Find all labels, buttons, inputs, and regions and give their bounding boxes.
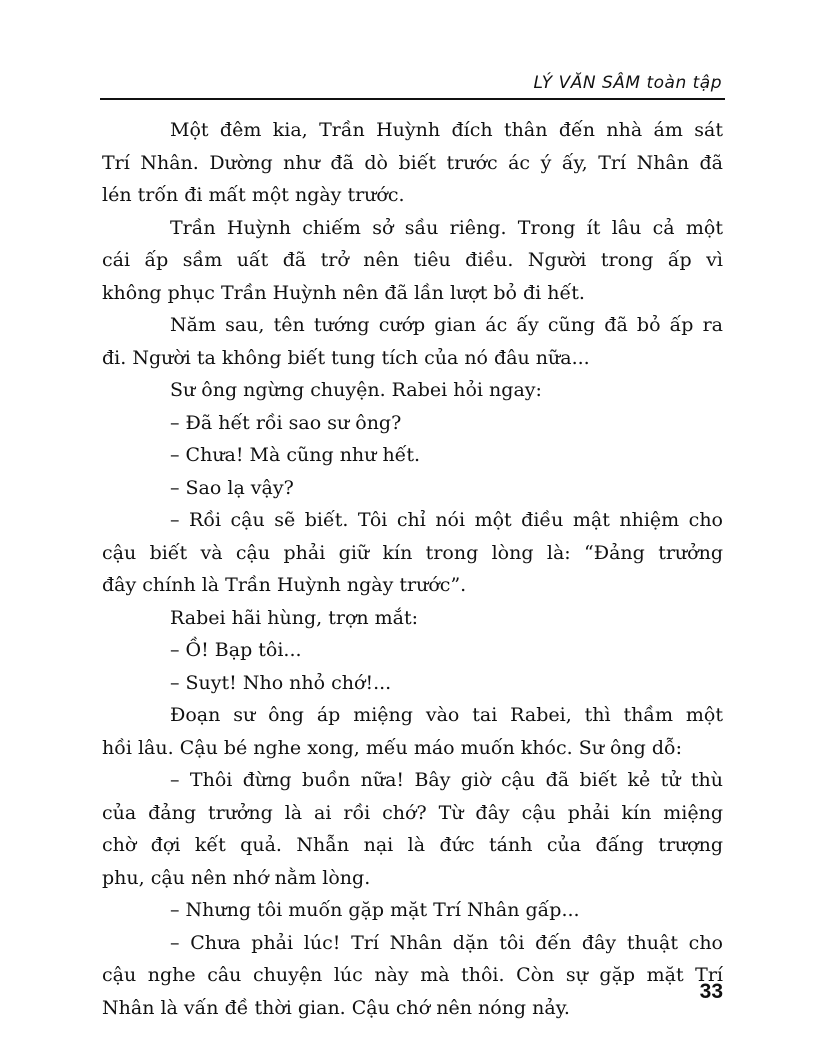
text-line: không phục Trần Huỳnh nên đã lần lượt bỏ đi hết. [102,281,585,304]
text-line: – Thôi đừng buồn nữa! Bây giờ cậu đã biết kẻ tử thù [170,769,723,791]
paragraph [102,504,723,602]
text-line: Đoạn sư ông áp miệng vào tai Rabei, thì thầm một [170,704,723,726]
text-line: – Chưa! Mà cũng như hết. [170,444,421,466]
text-line: đi. Người ta không biết tung tích của nó đâu nữa... [102,346,590,369]
text-line: – Suyt! Nho nhỏ chớ!... [170,671,392,694]
book-title: LÝ VĂN SÂM toàn tập [533,73,722,93]
text-line: chờ đợi kết quả. Nhẫn nại là đức tánh của đấng trượng [102,834,723,856]
text-line: – Ồ! Bạp tôi... [170,639,302,661]
paragraph [102,764,723,894]
paragraph [102,667,723,700]
text-line: Sư ông ngừng chuyện. Rabei hỏi ngay: [170,379,542,401]
text-line: Nhân là vấn đề thời gian. Cậu chớ nên nóng nảy. [102,996,570,1019]
text-line: hồi lâu. Cậu bé nghe xong, mếu máo muốn khóc. Sư ông dỗ: [102,736,683,759]
text-line: cái ấp sầm uất đã trở nên tiêu điều. Người trong ấp vì [102,249,723,271]
text-line: – Chưa phải lúc! Trí Nhân dặn tôi đến đây thuật cho [170,931,723,954]
text-line: Một đêm kia, Trần Huỳnh đích thân đến nhà ám sát [170,119,723,141]
text-line: – Đã hết rồi sao sư ông? [170,411,402,434]
paragraph [102,309,723,374]
text-line: cậu biết và cậu phải giữ kín trong lòng là: “Đảng trưởng [102,541,723,564]
text-line: – Sao lạ vậy? [170,476,294,499]
paragraph [102,927,723,1025]
paragraph [102,374,723,407]
paragraph [102,212,723,310]
paragraph [102,699,723,764]
text-line: lén trốn đi mất một ngày trước. [102,184,405,206]
paragraph [102,602,723,635]
text-line: phu, cậu nên nhớ nằm lòng. [102,866,371,889]
running-header [100,72,725,100]
text-line: Rabei hãi hùng, trợn mắt: [170,606,419,629]
paragraph [102,472,723,505]
paragraph [102,114,723,212]
text-line: đây chính là Trần Huỳnh ngày trước”. [102,574,467,596]
text-line: – Rồi cậu sẽ biết. Tôi chỉ nói một điều mật nhiệm cho [170,509,723,531]
paragraph [102,634,723,667]
text-line: Trần Huỳnh chiếm sở sầu riêng. Trong ít lâu cả một [170,216,723,239]
paragraph [102,894,723,927]
text-line: của đảng trưởng là ai rồi chớ? Từ đây cậu phải kín miệng [102,801,723,824]
paragraph [102,439,723,472]
text-line: – Nhưng tôi muốn gặp mặt Trí Nhân gấp... [170,899,580,921]
text-line: Năm sau, tên tướng cướp gian ác ấy cũng đã bỏ ấp ra [170,314,723,336]
text-line: cậu nghe câu chuyện lúc này mà thôi. Còn sự gặp mặt Trí [102,964,723,986]
body-text [102,114,723,1024]
page-number: 33 [699,980,723,1003]
text-line: Trí Nhân. Dường như đã dò biết trước ác ý ấy, Trí Nhân đã [102,151,723,174]
paragraph [102,407,723,440]
